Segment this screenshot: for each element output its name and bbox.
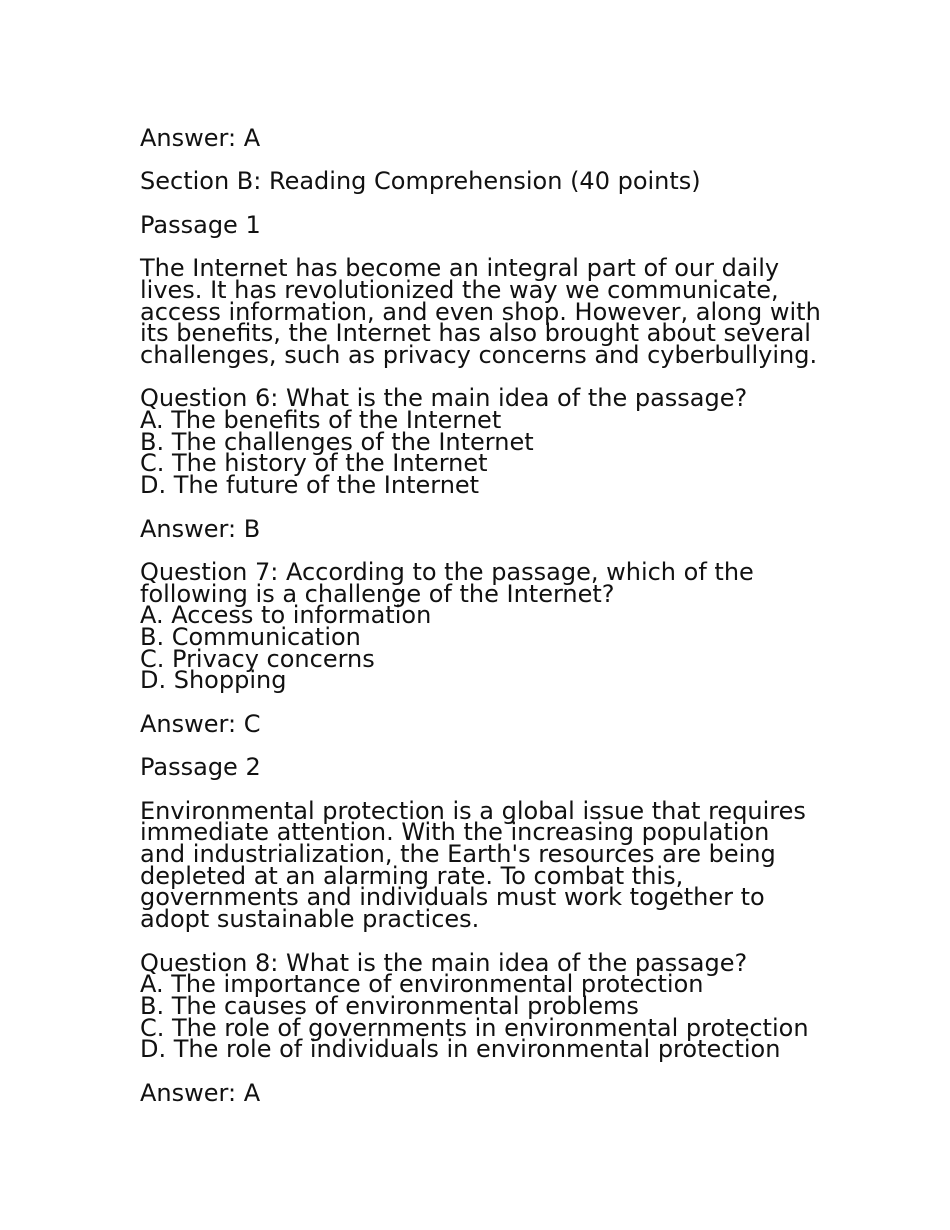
option-c: C. The role of governments in environmental protection xyxy=(140,1013,809,1042)
answer-label xyxy=(140,1078,830,1107)
passage-1-text xyxy=(140,254,830,369)
option-a: A. Access to information xyxy=(140,601,432,630)
answer-label xyxy=(140,124,830,152)
answer-text: Answer: C xyxy=(140,709,261,738)
answer-text: Answer: B xyxy=(140,514,261,543)
question-text: Question 6: What is the main idea of the passage? xyxy=(140,384,748,413)
passage-line: challenges, such as privacy concerns and cyberbullying. xyxy=(140,340,818,369)
question-text: Question 7: According to the passage, which of the xyxy=(140,557,754,586)
document-page xyxy=(140,124,830,1126)
passage-line: Environmental protection is a global issue that requires xyxy=(140,796,806,825)
option-b: B. Communication xyxy=(140,623,361,652)
question-8 xyxy=(140,948,830,1064)
answer-label xyxy=(140,709,830,738)
passage-line: adopt sustainable practices. xyxy=(140,905,480,934)
passage-label xyxy=(140,210,830,239)
passage-line: lives. It has revolutionized the way we communicate, xyxy=(140,275,779,304)
question-7 xyxy=(140,557,830,695)
section-title-text: Section B: Reading Comprehension (40 points) xyxy=(140,167,701,196)
passage-2-label: Passage 2 xyxy=(140,753,261,782)
option-c: C. Privacy concerns xyxy=(140,644,375,673)
passage-line: access information, and even shop. However, along with xyxy=(140,297,821,326)
option-b: B. The challenges of the Internet xyxy=(140,427,534,456)
option-b: B. The causes of environmental problems xyxy=(140,991,639,1020)
passage-line: The Internet has become an integral part of our daily xyxy=(140,254,780,283)
passage-1-label: Passage 1 xyxy=(140,210,261,239)
answer-text: Answer: A xyxy=(140,124,261,152)
passage-line: immediate attention. With the increasing population xyxy=(140,818,770,847)
option-d: D. Shopping xyxy=(140,666,287,695)
option-d: D. The future of the Internet xyxy=(140,471,480,500)
option-d: D. The role of individuals in environmental protection xyxy=(140,1035,781,1064)
passage-line: governments and individuals must work together to xyxy=(140,883,765,912)
question-text: following is a challenge of the Internet? xyxy=(140,579,615,608)
section-title xyxy=(140,167,830,196)
passage-2-text xyxy=(140,796,830,934)
question-6 xyxy=(140,384,830,500)
option-a: A. The importance of environmental protection xyxy=(140,970,704,999)
passage-line: and industrialization, the Earth's resources are being xyxy=(140,840,776,869)
answer-label xyxy=(140,514,830,543)
passage-line: its benefits, the Internet has also brought about several xyxy=(140,319,811,348)
answer-text: Answer: A xyxy=(140,1078,261,1107)
passage-line: depleted at an alarming rate. To combat this, xyxy=(140,861,684,890)
passage-label xyxy=(140,753,830,782)
option-a: A. The benefits of the Internet xyxy=(140,406,502,435)
option-c: C. The history of the Internet xyxy=(140,449,488,478)
question-text: Question 8: What is the main idea of the passage? xyxy=(140,948,748,977)
